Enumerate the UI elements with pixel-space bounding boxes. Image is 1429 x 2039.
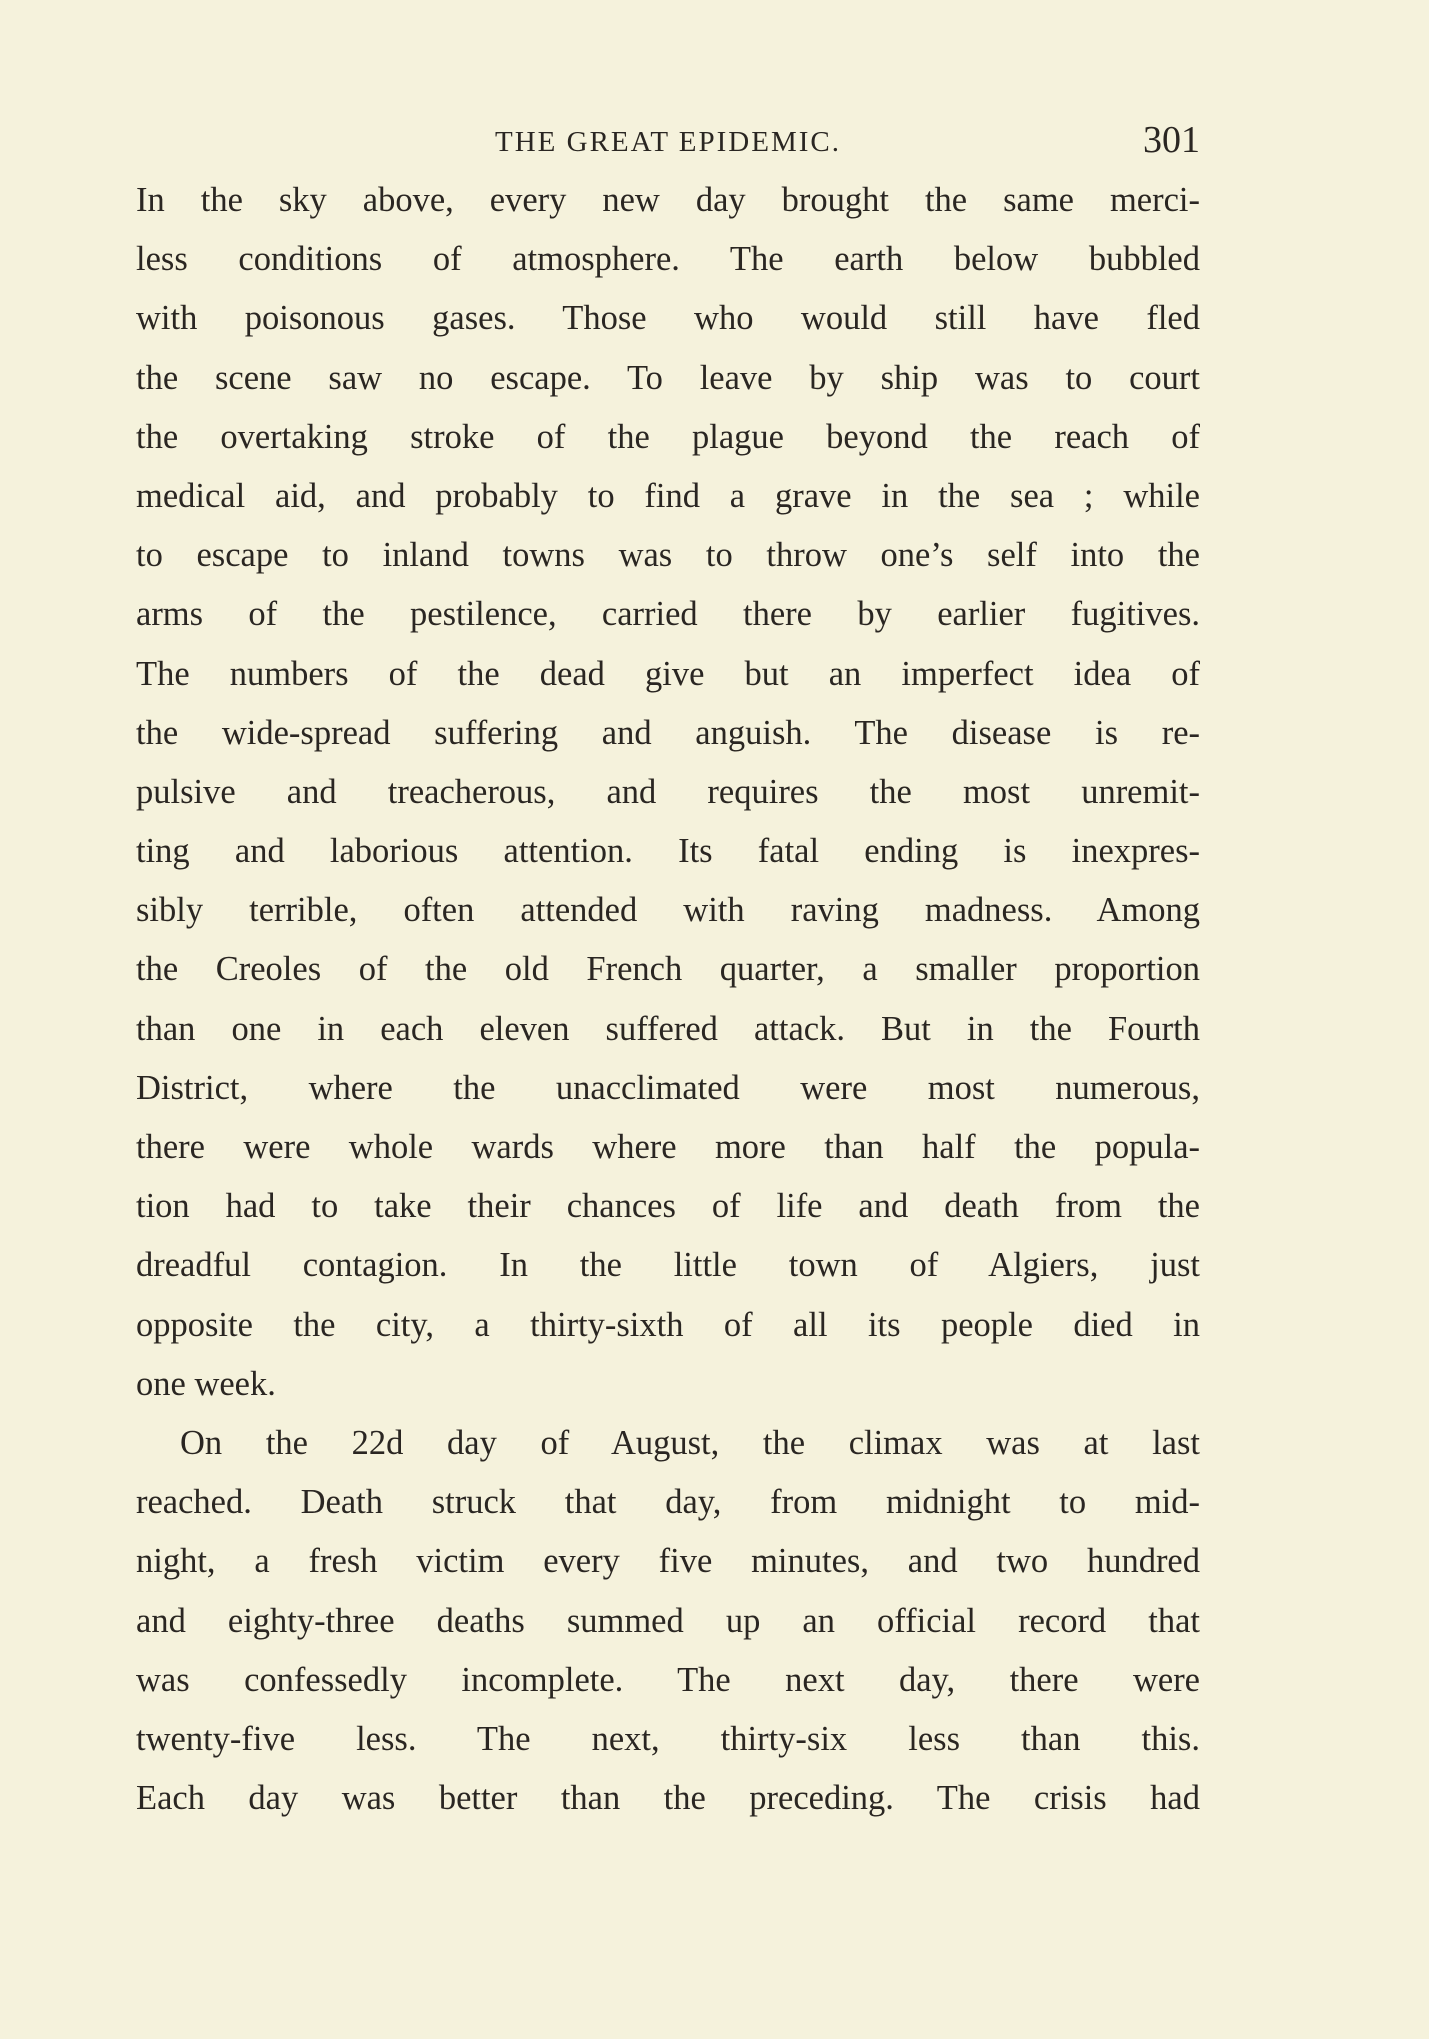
paragraph-end-line: one week. [136, 1364, 276, 1403]
text-line: the wide-spread suffering and anguish. The disease is re- [136, 713, 1200, 752]
text-line: District, where the unacclimated were most numerous, [136, 1068, 1200, 1107]
text-line: was confessedly incomplete. The next day, there were [136, 1660, 1200, 1699]
text-line: tion had to take their chances of life and death from the [136, 1187, 1200, 1226]
text-line: pulsive and treacherous, and requires the most unremit- [136, 772, 1200, 811]
page-number: 301 [1143, 119, 1200, 161]
text-line: the Creoles of the old French quarter, a smaller proportion [136, 950, 1200, 989]
text-line: ting and laborious attention. Its fatal ending is inexpres- [136, 832, 1200, 871]
text-line: The numbers of the dead give but an imperfect idea of [136, 654, 1200, 693]
text-line: and eighty-three deaths summed up an official record that [136, 1601, 1200, 1640]
text-line: Each day was better than the preceding. The crisis had [136, 1779, 1200, 1818]
text-line: dreadful contagion. In the little town of Algiers, just [136, 1246, 1200, 1285]
text-line: In the sky above, every new day brought the same merci- [136, 181, 1200, 219]
text-line: twenty-five less. The next, thirty-six less than this. [136, 1719, 1200, 1758]
text-line: reached. Death struck that day, from midnight to mid- [136, 1483, 1200, 1522]
text-line: with poisonous gases. Those who would still have fled [136, 299, 1200, 338]
text-line: opposite the city, a thirty-sixth of all its people died in [136, 1305, 1200, 1344]
running-title: THE GREAT EPIDEMIC. [495, 126, 841, 158]
text-line: there were whole wards where more than half the popula- [136, 1128, 1200, 1166]
text-line: the overtaking stroke of the plague beyond the reach of [136, 417, 1200, 456]
body-text [136, 171, 1200, 1828]
text-line: the scene saw no escape. To leave by ship was to court [136, 358, 1200, 397]
text-line: to escape to inland towns was to throw one’s self into the [136, 536, 1200, 575]
text-line: less conditions of atmosphere. The earth below bubbled [136, 240, 1200, 279]
text-line: arms of the pestilence, carried there by earlier fugitives. [136, 595, 1200, 634]
text-line: sibly terrible, often attended with raving madness. Among [136, 891, 1200, 930]
paragraph-start-line: On the 22d day of August, the climax was at last [180, 1423, 1200, 1462]
text-line: than one in each eleven suffered attack. But in the Fourth [136, 1009, 1200, 1048]
running-head [136, 118, 1200, 168]
text-line: medical aid, and probably to find a grave in the sea ; while [136, 476, 1200, 515]
text-line: night, a fresh victim every five minutes, and two hundred [136, 1542, 1200, 1581]
